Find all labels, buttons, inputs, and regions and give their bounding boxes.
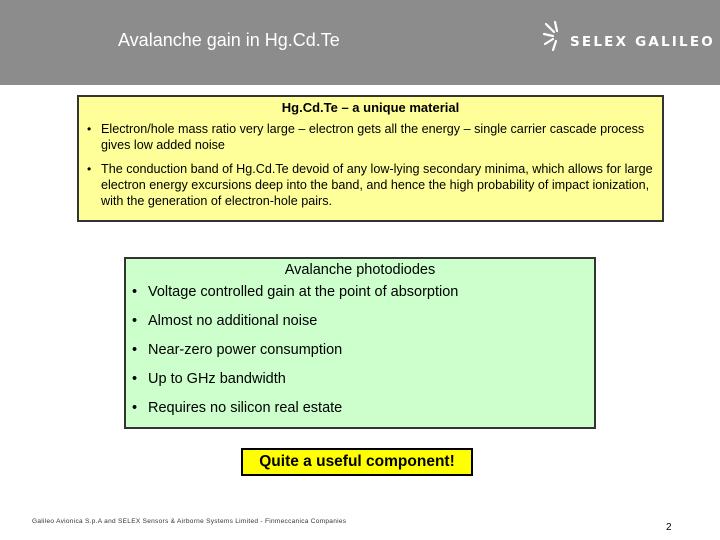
logo-text: SELEX GALILEO bbox=[570, 34, 715, 50]
unique-material-title: Hg.Cd.Te – a unique material bbox=[281, 100, 460, 115]
bullet-icon: • bbox=[87, 162, 92, 176]
avalanche-photodiodes-title: Avalanche photodiodes bbox=[284, 262, 436, 278]
bullet-icon: • bbox=[132, 342, 138, 358]
slide-title: Avalanche gain in Hg.Cd.Te bbox=[118, 30, 340, 50]
avalanche-photodiodes-list bbox=[126, 283, 594, 428]
bullet-icon: • bbox=[132, 284, 138, 300]
list-item: • Voltage controlled gain at the point of absorption bbox=[132, 284, 459, 300]
list-item: • Almost no additional noise bbox=[132, 313, 318, 329]
list-item: • Near-zero power consumption bbox=[132, 342, 343, 358]
page-number: 2 bbox=[666, 522, 672, 533]
unique-material-list bbox=[79, 121, 662, 209]
bullet-icon: • bbox=[132, 400, 138, 416]
bullet-icon: • bbox=[132, 313, 138, 329]
list-item: • Electron/hole mass ratio very large – electron gets all the energy – single carrier cascade process gives low added noise bbox=[87, 122, 645, 152]
header-bar bbox=[0, 0, 720, 85]
callout-box: Quite a useful component! bbox=[241, 448, 473, 476]
selex-galileo-logo bbox=[542, 20, 715, 54]
list-item: • The conduction band of Hg.Cd.Te devoid of any low-lying secondary minima, which allows for large electron energy excursions deep into the band, and hence the high probability of impact ionization, with the generation of electron-hole pairs. bbox=[87, 162, 653, 208]
unique-material-box bbox=[77, 95, 664, 222]
list-item: • Requires no silicon real estate bbox=[132, 400, 343, 416]
starburst-icon bbox=[542, 20, 570, 54]
list-item: • Up to GHz bandwidth bbox=[132, 371, 286, 387]
avalanche-photodiodes-box bbox=[124, 257, 596, 429]
bullet-icon: • bbox=[132, 371, 138, 387]
footer-text: Galileo Avionica S.p.A and SELEX Sensors & Airborne Systems Limited - Finmeccanica Companies bbox=[32, 518, 347, 525]
bullet-icon: • bbox=[87, 122, 92, 136]
